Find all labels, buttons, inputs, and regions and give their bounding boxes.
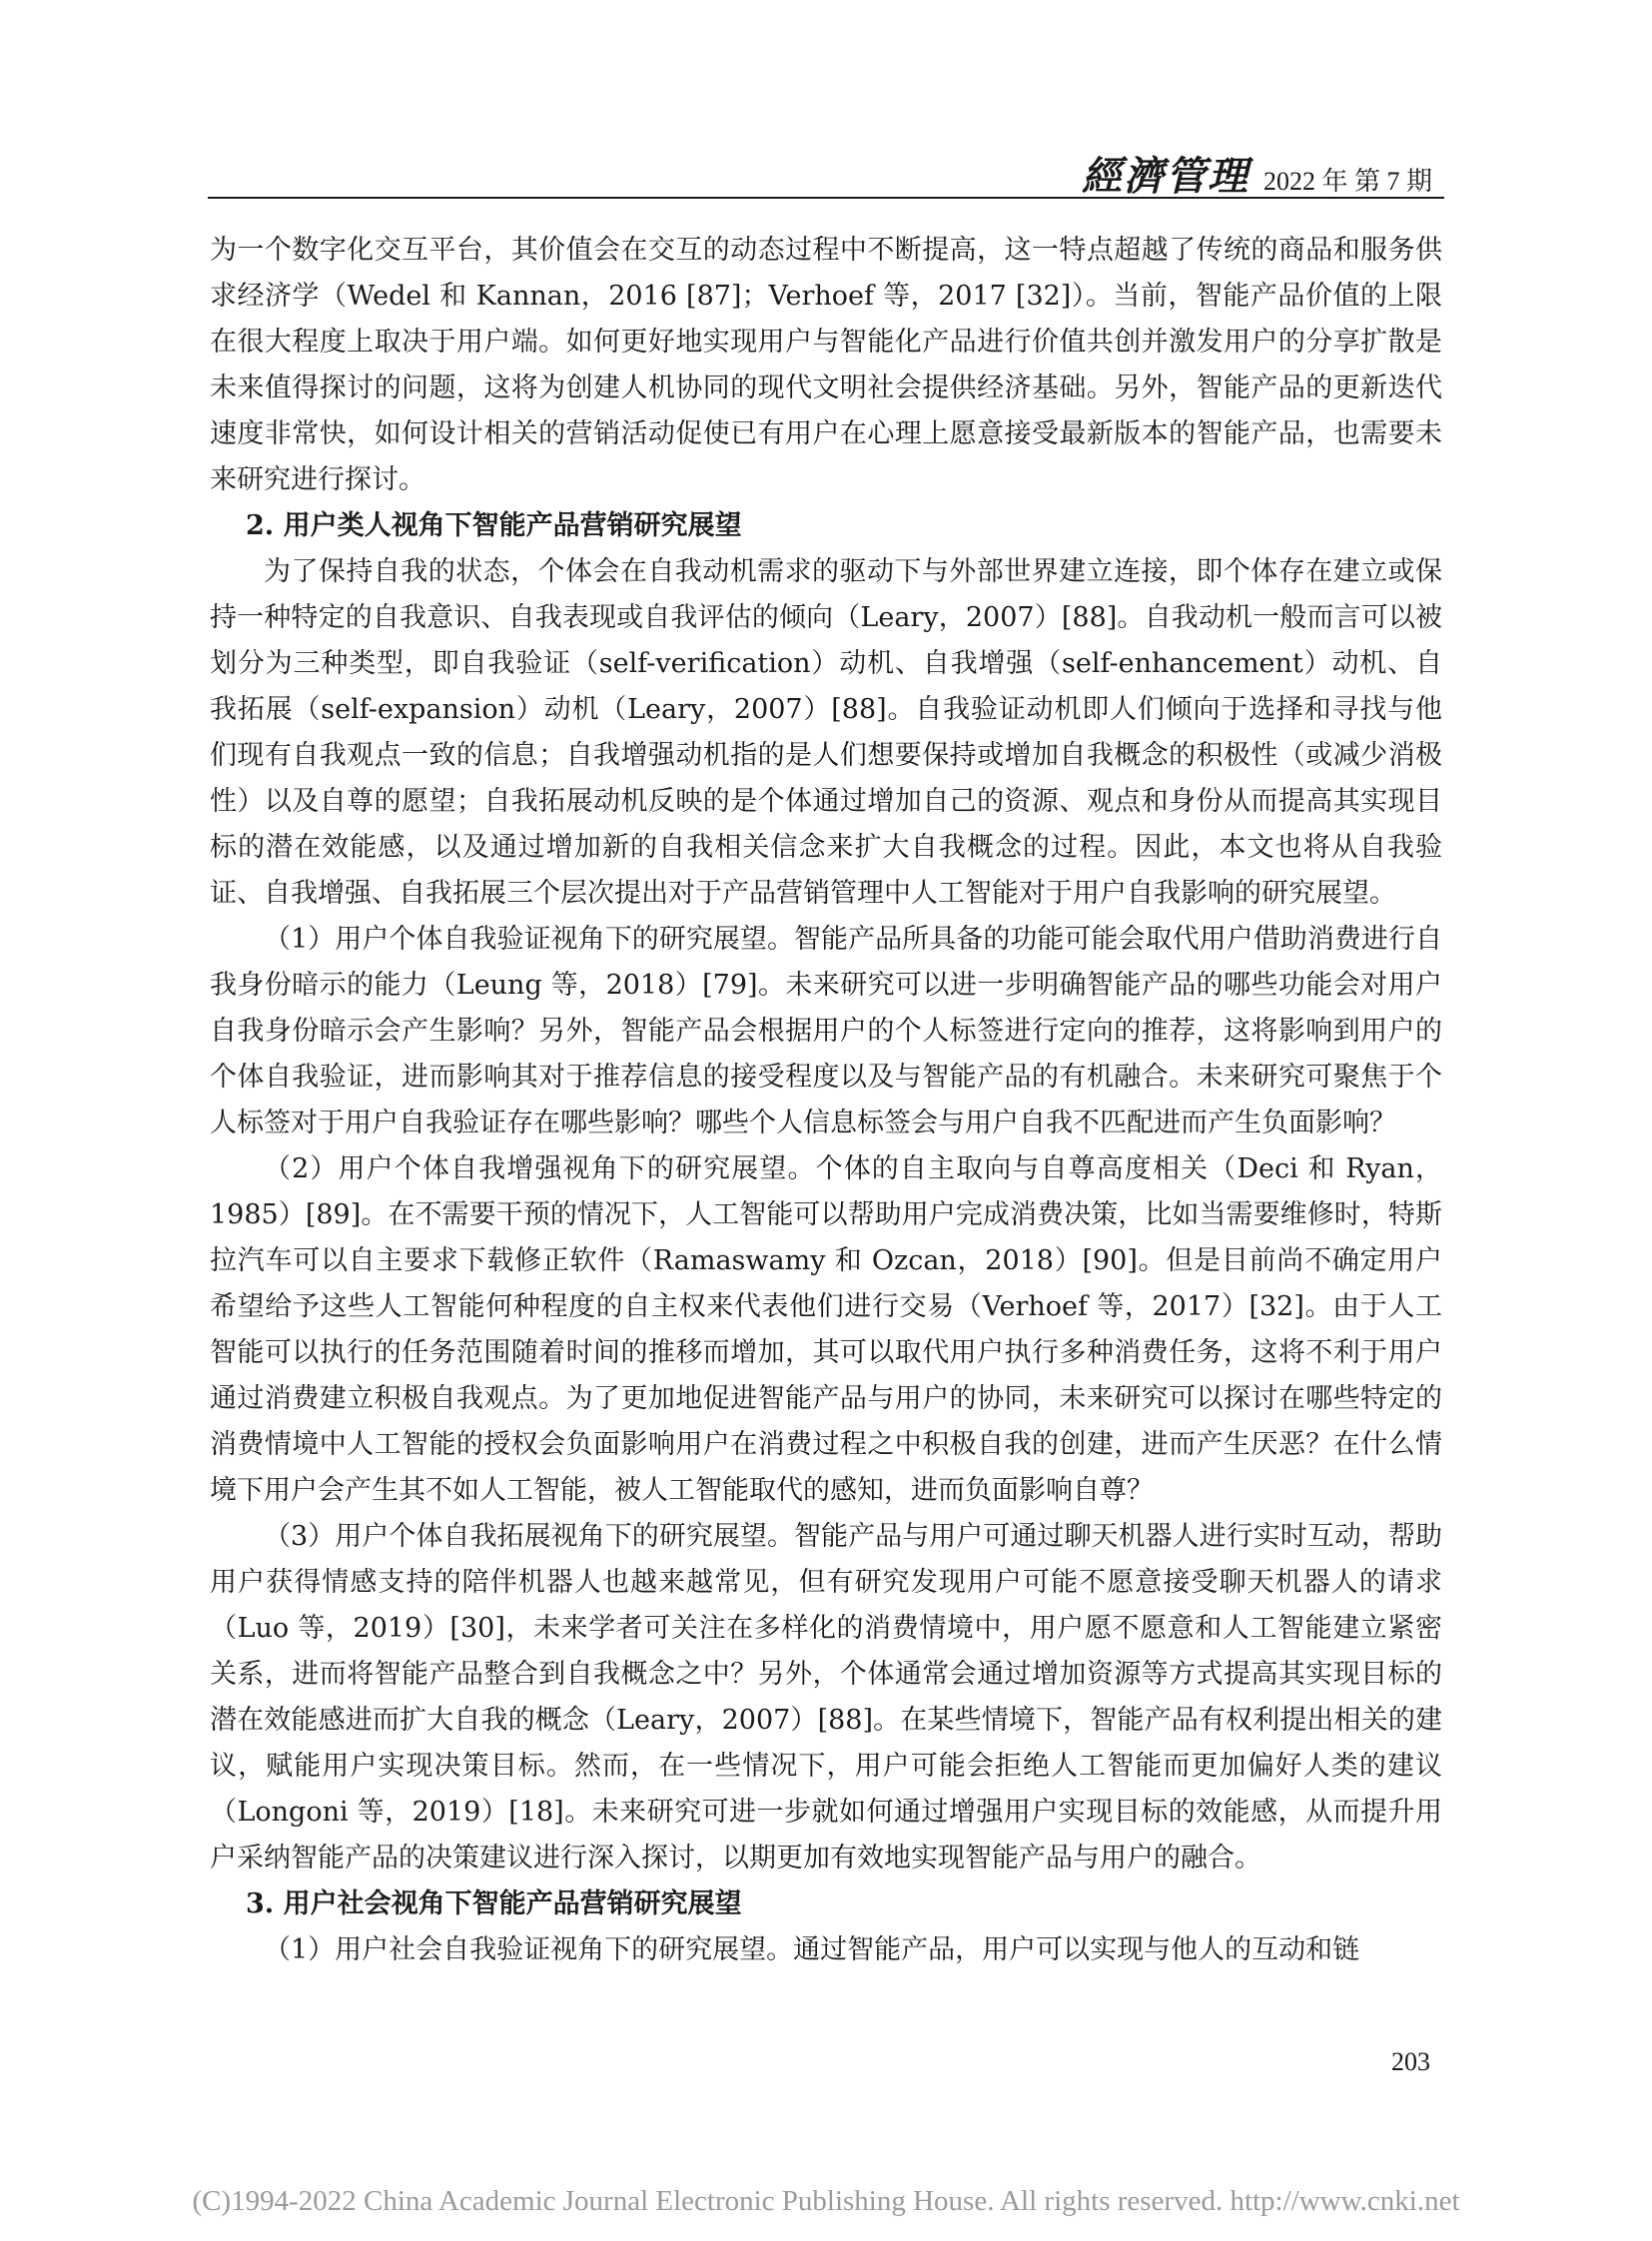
journal-logo: 經濟管理 <box>1081 153 1249 200</box>
paragraph-self-verification: （1）用户个体自我验证视角下的研究展望。智能产品所具备的功能可能会取代用户借助消费进行自我身份暗示的能力（Leung 等，2018）[79]。未来研究可以进一步明确智能产品的哪些功能会对用户自我身份暗示会产生影响？另外，智能产品会根据用户的个人标签进行定向的推荐，这将影响到用户的个体自我验证，进而影响其对于推荐信息的接受程度以及与智能产品的有机融合。未来研究可聚焦于个人标签对于用户自我验证存在哪些影响？哪些个人信息标签会与用户自我不匹配进而产生负面影响？ <box>210 924 1442 1138</box>
paragraph-self-enhancement: （2）用户个体自我增强视角下的研究展望。个体的自主取向与自尊高度相关（Deci 和 Ryan，1985）[89]。在不需要干预的情况下，人工智能可以帮助用户完成消费决策，比如当需要维修时，特斯拉汽车可以自主要求下载修正软件（Ramaswamy 和 Ozcan，2018）[90]。但是目前尚不确定用户希望给予这些人工智能何种程度的自主权来代表他们进行交易（Verhoef 等，2017）[32]。由于人工智能可以执行的任务范围随着时间的推移而增加，其可以取代用户执行多种消费任务，这将不利于用户通过消费建立积极自我观点。为了更加地促进智能产品与用户的协同，未来研究可以探讨在哪些特定的消费情境中人工智能的授权会负面影响用户在消费过程之中积极自我的创建，进而产生厌恶？在什么情境下用户会产生其不如人工智能，被人工智能取代的感知，进而负面影响自尊？ <box>210 1153 1442 1506</box>
paragraph-social-verification: （1）用户社会自我验证视角下的研究展望。通过智能产品，用户可以实现与他人的互动和链 <box>264 1934 1360 1965</box>
paragraph-continued: 为一个数字化交互平台，其价值会在交互的动态过程中不断提高，这一特点超越了传统的商品和服务供求经济学（Wedel 和 Kannan，2016 [87]；Verhoef 等，2017 [32]）。当前，智能产品价值的上限在很大程度上取决于用户端。如何更好地实现用户与智能化产品进行价值共创并激发用户的分享扩散是未来值得探讨的问题，这将为创建人机协同的现代文明社会提供经济基础。另外，智能产品的更新迭代速度非常快，如何设计相关的营销活动促使已有用户在心理上愿意接受最新版本的智能产品，也需要未来研究进行探讨。 <box>210 235 1442 495</box>
page-number: 203 <box>1391 2047 1430 2076</box>
copyright-footer: (C)1994-2022 China Academic Journal Electronic Publishing House. All rights reserved. http://www.cnki.net <box>192 2185 1460 2217</box>
header-rule <box>208 197 1444 199</box>
running-header <box>1082 145 1432 202</box>
paragraph-self-expansion: （3）用户个体自我拓展视角下的研究展望。智能产品与用户可通过聊天机器人进行实时互动，帮助用户获得情感支持的陪伴机器人也越来越常见，但有研究发现用户可能不愿意接受聊天机器人的请求（Luo 等，2019）[30]，未来学者可关注在多样化的消费情境中，用户愿不愿意和人工智能建立紧密关系，进而将智能产品整合到自我概念之中？另外，个体通常会通过增加资源等方式提高其实现目标的潜在效能感进而扩大自我的概念（Leary，2007）[88]。在某些情境下，智能产品有权利提出相关的建议，赋能用户实现决策目标。然而，在一些情况下，用户可能会拒绝人工智能而更加偏好人类的建议（Longoni 等，2019）[18]。未来研究可进一步就如何通过增强用户实现目标的效能感，从而提升用户采纳智能产品的决策建议进行深入探讨，以期更加有效地实现智能产品与用户的融合。 <box>210 1521 1442 1873</box>
section-heading-2: 2. 用户类人视角下智能产品营销研究展望 <box>246 510 742 541</box>
paragraph-self-motives: 为了保持自我的状态，个体会在自我动机需求的驱动下与外部世界建立连接，即个体存在建立或保持一种特定的自我意识、自我表现或自我评估的倾向（Leary，2007）[88]。自我动机一般而言可以被划分为三种类型，即自我验证（self-verification）动机、自我增强（self-enhancement）动机、自我拓展（self-expansion）动机（Leary，2007）[88]。自我验证动机即人们倾向于选择和寻找与他们现有自我观点一致的信息；自我增强动机指的是人们想要保持或增加自我概念的积极性（或减少消极性）以及自尊的愿望；自我拓展动机反映的是个体通过增加自己的资源、观点和身份从而提高其实现目标的潜在效能感，以及通过增加新的自我相关信念来扩大自我概念的过程。因此，本文也将从自我验证、自我增强、自我拓展三个层次提出对于产品营销管理中人工智能对于用户自我影响的研究展望。 <box>210 556 1442 909</box>
issue-label: 2022 年 第 7 期 <box>1262 167 1432 196</box>
article-body <box>210 228 1442 1973</box>
section-heading-3: 3. 用户社会视角下智能产品营销研究展望 <box>246 1888 742 1919</box>
